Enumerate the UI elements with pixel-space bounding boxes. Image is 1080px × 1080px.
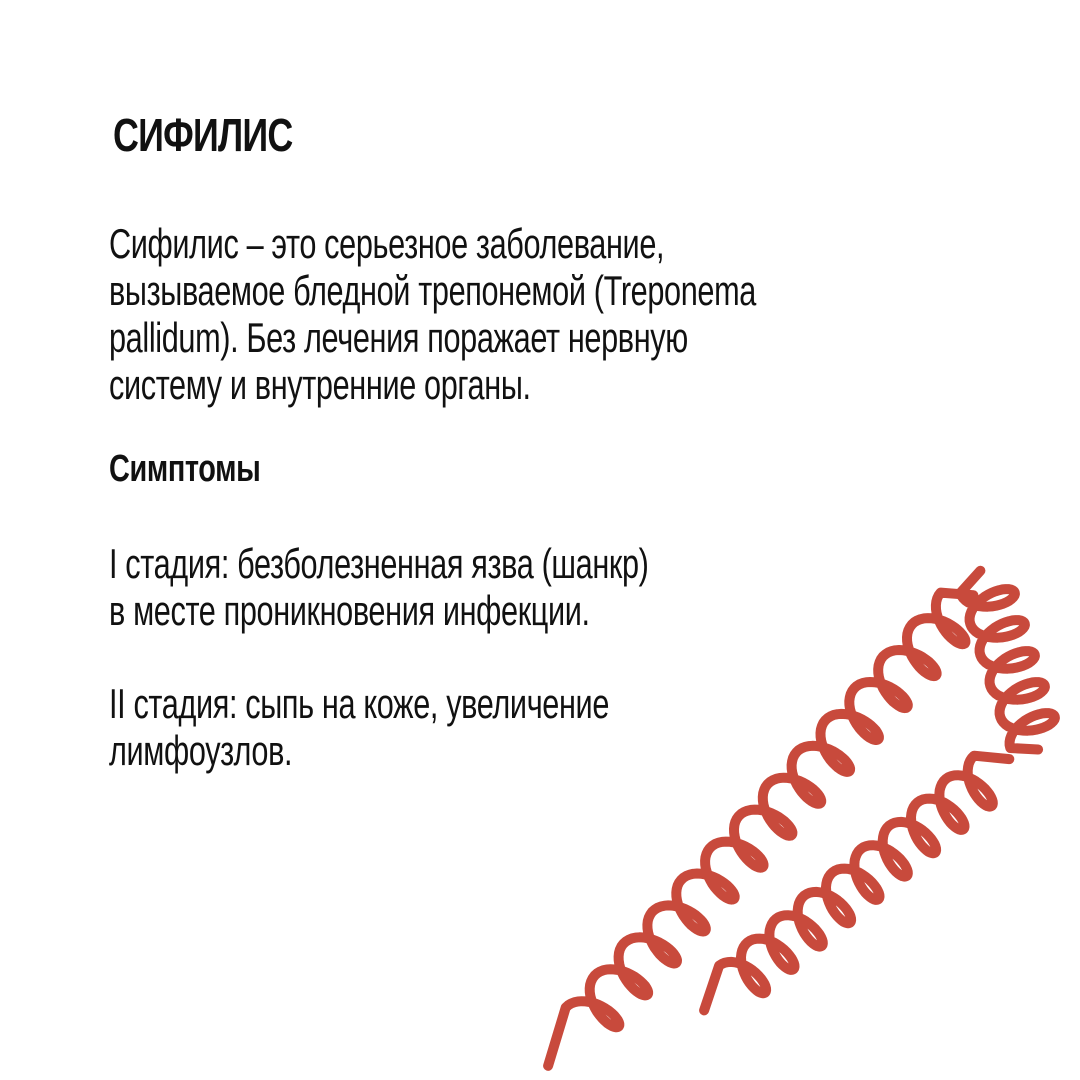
intro-line: вызываемое бледной трепонемой (Treponema xyxy=(109,267,756,314)
intro-line: систему и внутренние органы. xyxy=(109,361,531,408)
stage-1-line: в месте проникновения инфекции. xyxy=(109,587,590,634)
stage-2-description xyxy=(109,680,839,774)
stage-2-line: лимфоузлов. xyxy=(109,727,293,774)
stage-1-line: I стадия: безболезненная язва (шанкр) xyxy=(109,540,649,587)
intro-paragraph xyxy=(109,220,956,408)
page-title: СИФИЛИС xyxy=(113,109,293,161)
intro-line: Сифилис – это серьезное заболевание, xyxy=(109,220,665,267)
spirochete-bottom-icon xyxy=(704,756,1009,1011)
spirochete-long-icon xyxy=(548,593,973,1066)
stage-2-line: II стадия: сыпь на коже, увеличение xyxy=(109,680,610,727)
intro-line: pallidum). Без лечения поражает нервную xyxy=(109,314,688,361)
stage-1-description xyxy=(109,540,839,634)
symptoms-heading: Симптомы xyxy=(109,448,261,490)
spirochete-right-icon xyxy=(960,571,1055,750)
